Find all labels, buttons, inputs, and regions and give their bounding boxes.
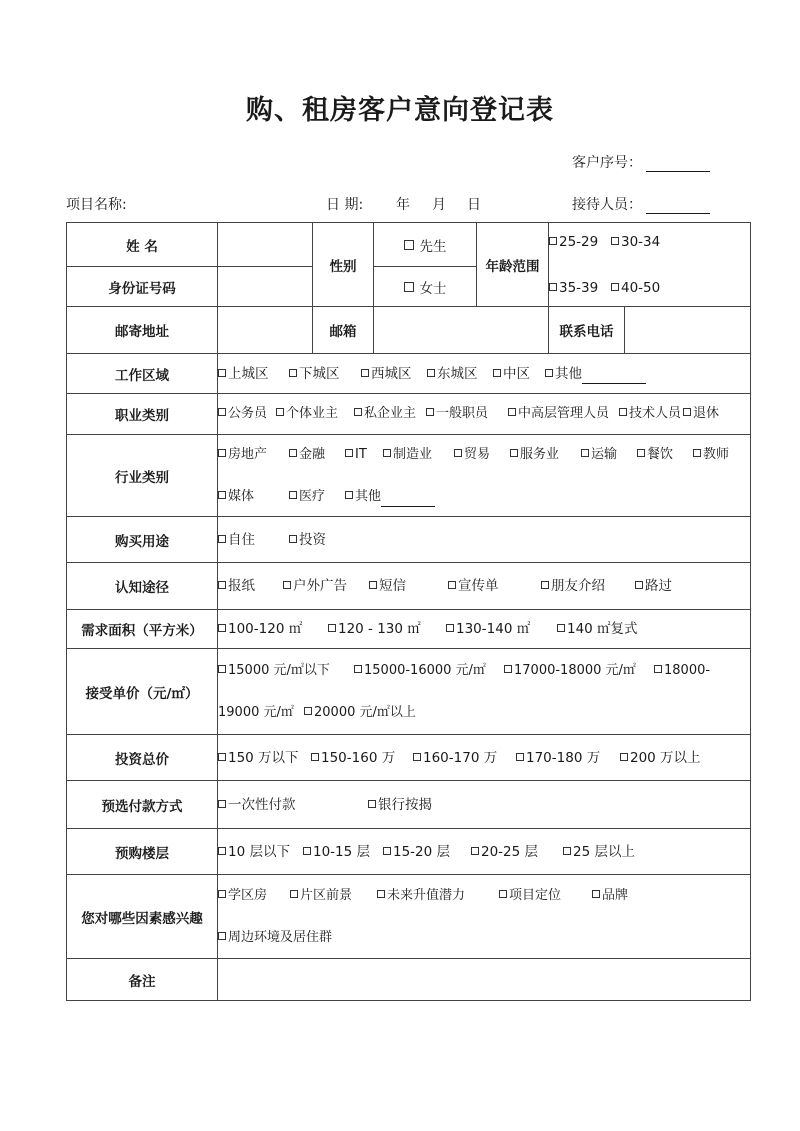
industry-option[interactable]: 制造业 (383, 445, 454, 465)
factor-option[interactable]: 学区房 (218, 886, 290, 906)
checkbox-icon[interactable] (454, 449, 462, 457)
payment-options (218, 781, 751, 829)
area-option[interactable]: 100-120 ㎡ (218, 619, 328, 639)
checkbox-icon[interactable] (541, 581, 549, 589)
checkbox-icon[interactable] (218, 408, 226, 416)
checkbox-icon[interactable] (218, 535, 226, 543)
address-label: 邮寄地址 (67, 307, 218, 354)
age-option[interactable]: 40-50 (611, 278, 660, 298)
unit-price-option[interactable]: 18000- (654, 661, 710, 681)
checkbox-icon[interactable] (218, 449, 226, 457)
checkbox-icon[interactable] (404, 240, 414, 250)
checkbox-icon[interactable] (471, 847, 479, 855)
receptionist-field[interactable] (646, 199, 710, 214)
work-area-option[interactable]: 其他 (545, 364, 646, 384)
checkbox-icon[interactable] (549, 237, 557, 245)
floor-option[interactable]: 10-15 层 (303, 842, 383, 862)
area-label: 需求面积（平方米） (67, 610, 218, 649)
customer-no-label: 客户序号： (572, 155, 642, 171)
industry-option[interactable]: IT (345, 445, 383, 465)
checkbox-icon[interactable] (289, 535, 297, 543)
checkbox-icon[interactable] (611, 283, 619, 291)
channel-label: 认知途径 (67, 563, 218, 610)
unit-price-label: 接受单价（元/㎡） (67, 649, 218, 735)
payment-label: 预选付款方式 (67, 781, 218, 829)
checkbox-icon[interactable] (493, 369, 501, 377)
area-option[interactable]: 140 ㎡复式 (557, 619, 638, 639)
checkbox-icon[interactable] (218, 847, 226, 855)
checkbox-icon[interactable] (693, 449, 701, 457)
checkbox-icon[interactable] (581, 449, 589, 457)
floor-option[interactable]: 25 层以上 (563, 842, 635, 862)
industry-option[interactable]: 房地产 (218, 445, 289, 465)
other-fill-line[interactable] (582, 369, 646, 384)
unit-price-options (218, 649, 751, 735)
channel-option[interactable]: 短信 (369, 576, 448, 596)
industry-option[interactable]: 贸易 (454, 445, 510, 465)
unit-price-option-cont: 19000 元/㎡ (218, 704, 294, 720)
industry-option[interactable]: 服务业 (510, 445, 581, 465)
checkbox-icon[interactable] (303, 847, 311, 855)
receptionist-label: 接待人员： (572, 197, 642, 213)
remarks-field[interactable] (218, 959, 751, 1001)
gender-female-option[interactable]: 女士 (374, 267, 477, 307)
occupation-option[interactable]: 一般职员 (426, 404, 508, 424)
checkbox-icon[interactable] (311, 753, 319, 761)
total-price-label: 投资总价 (67, 735, 218, 781)
work-area-option[interactable]: 中区 (493, 364, 545, 384)
date-month: 月 (432, 197, 446, 213)
industry-options (218, 435, 751, 517)
channel-options (218, 563, 751, 610)
industry-label: 行业类别 (67, 435, 218, 517)
industry-option[interactable]: 餐饮 (637, 445, 693, 465)
area-options (218, 610, 751, 649)
date-day: 日 (467, 197, 481, 213)
checkbox-icon[interactable] (446, 624, 454, 632)
floor-option[interactable]: 20-25 层 (471, 842, 563, 862)
occupation-label: 职业类别 (67, 394, 218, 435)
factor-option[interactable]: 项目定位 (499, 886, 592, 906)
checkbox-icon[interactable] (377, 890, 385, 898)
total-price-options (218, 735, 751, 781)
floor-option[interactable]: 15-20 层 (383, 842, 471, 862)
checkbox-icon[interactable] (611, 237, 619, 245)
unit-price-option[interactable]: 15000 元/㎡以下 (218, 661, 354, 681)
checkbox-icon[interactable] (683, 408, 691, 416)
checkbox-icon[interactable] (354, 408, 362, 416)
checkbox-icon[interactable] (283, 581, 291, 589)
area-option[interactable]: 120 - 130 ㎡ (328, 619, 446, 639)
gender-male-option[interactable]: 先生 (374, 223, 477, 267)
checkbox-icon[interactable] (304, 707, 312, 715)
id-number-label: 身份证号码 (67, 267, 218, 307)
checkbox-icon[interactable] (354, 665, 362, 673)
factor-option[interactable]: 品牌 (592, 886, 628, 906)
checkbox-icon[interactable] (654, 665, 662, 673)
checkbox-icon[interactable] (619, 408, 627, 416)
industry-option[interactable]: 其他 (345, 487, 435, 507)
channel-option[interactable]: 报纸 (218, 576, 283, 596)
postcode-label: 邮箱 (313, 307, 374, 354)
floor-option[interactable]: 10 层以下 (218, 842, 303, 862)
id-number-field[interactable] (218, 267, 313, 307)
occupation-option[interactable]: 私企业主 (354, 404, 426, 424)
floor-options (218, 829, 751, 875)
project-name-label: 项目名称: (66, 197, 127, 213)
checkbox-icon[interactable] (448, 581, 456, 589)
checkbox-icon[interactable] (413, 753, 421, 761)
occupation-option[interactable]: 退休 (683, 404, 719, 424)
checkbox-icon[interactable] (504, 665, 512, 673)
channel-option[interactable]: 宣传单 (448, 576, 541, 596)
age-option[interactable]: 35-39 (549, 278, 611, 298)
factor-option[interactable]: 周边环境及居住群 (218, 928, 332, 948)
checkbox-icon[interactable] (510, 449, 518, 457)
occupation-option[interactable]: 公务员 (218, 404, 276, 424)
age-option[interactable]: 30-34 (611, 232, 660, 252)
channel-option[interactable]: 路过 (635, 576, 672, 596)
checkbox-icon[interactable] (218, 753, 226, 761)
age-range-label: 年龄范围 (477, 223, 549, 307)
industry-option[interactable]: 教师 (693, 445, 729, 465)
checkbox-icon[interactable] (218, 624, 226, 632)
checkbox-icon[interactable] (549, 283, 557, 291)
purpose-option[interactable]: 投资 (289, 530, 326, 550)
gender-label: 性别 (313, 223, 374, 307)
age-range-options (549, 223, 751, 307)
checkbox-icon[interactable] (218, 491, 226, 499)
checkbox-icon[interactable] (218, 932, 226, 940)
checkbox-icon[interactable] (368, 800, 376, 808)
phone-label: 联系电话 (549, 307, 625, 354)
checkbox-icon[interactable] (361, 369, 369, 377)
address-field[interactable] (218, 307, 313, 354)
purpose-options (218, 517, 751, 563)
checkbox-icon[interactable] (499, 890, 507, 898)
occupation-option[interactable]: 技术人员 (619, 404, 683, 424)
unit-price-option[interactable]: 17000-18000 元/㎡ (504, 661, 654, 681)
checkbox-icon[interactable] (592, 890, 600, 898)
checkbox-icon[interactable] (218, 800, 226, 808)
phone-field[interactable] (625, 307, 751, 354)
industry-option[interactable]: 运输 (581, 445, 637, 465)
checkbox-icon[interactable] (635, 581, 643, 589)
factors-label: 您对哪些因素感兴趣 (67, 875, 218, 959)
checkbox-icon[interactable] (345, 491, 353, 499)
occupation-options (218, 394, 751, 435)
checkbox-icon[interactable] (218, 369, 226, 377)
industry-option[interactable]: 金融 (289, 445, 345, 465)
customer-no (572, 152, 710, 172)
checkbox-icon[interactable] (290, 890, 298, 898)
checkbox-icon[interactable] (276, 408, 284, 416)
floor-label: 预购楼层 (67, 829, 218, 875)
purpose-label: 购买用途 (67, 517, 218, 563)
checkbox-icon[interactable] (383, 847, 391, 855)
work-area-label: 工作区域 (67, 354, 218, 394)
occupation-option[interactable]: 中高层管理人员 (508, 404, 619, 424)
occupation-option[interactable]: 个体业主 (276, 404, 354, 424)
checkbox-icon[interactable] (289, 449, 297, 457)
unit-price-option[interactable]: 15000-16000 元/㎡ (354, 661, 504, 681)
checkbox-icon[interactable] (557, 624, 565, 632)
checkbox-icon[interactable] (516, 753, 524, 761)
industry-option[interactable]: 媒体 (218, 487, 289, 507)
checkbox-icon[interactable] (369, 581, 377, 589)
date-year: 年 (396, 197, 410, 213)
work-area-option[interactable]: 东城区 (427, 364, 493, 384)
area-option[interactable]: 130-140 ㎡ (446, 619, 557, 639)
checkbox-icon[interactable] (427, 369, 435, 377)
checkbox-icon[interactable] (218, 665, 226, 673)
name-label: 姓 名 (67, 223, 218, 267)
channel-option[interactable]: 朋友介绍 (541, 576, 635, 596)
checkbox-icon[interactable] (218, 581, 226, 589)
total-price-option[interactable]: 170-180 万 (516, 748, 620, 768)
factors-options (218, 875, 751, 959)
payment-option[interactable]: 银行按揭 (368, 795, 432, 815)
total-price-option[interactable]: 200 万以上 (620, 748, 701, 768)
checkbox-icon[interactable] (637, 449, 645, 457)
checkbox-icon[interactable] (563, 847, 571, 855)
checkbox-icon[interactable] (289, 491, 297, 499)
checkbox-icon[interactable] (345, 449, 353, 457)
name-field[interactable] (218, 223, 313, 267)
customer-no-field[interactable] (646, 157, 710, 172)
checkbox-icon[interactable] (404, 282, 414, 292)
remarks-label: 备注 (67, 959, 218, 1001)
checkbox-icon[interactable] (426, 408, 434, 416)
postcode-field[interactable] (374, 307, 549, 354)
checkbox-icon[interactable] (218, 890, 226, 898)
form-title: 购、租房客户意向登记表 (246, 95, 554, 126)
checkbox-icon[interactable] (620, 753, 628, 761)
purpose-option[interactable]: 自住 (218, 530, 289, 550)
payment-option[interactable]: 一次性付款 (218, 795, 368, 815)
checkbox-icon[interactable] (545, 369, 553, 377)
checkbox-icon[interactable] (508, 408, 516, 416)
receptionist (572, 194, 710, 214)
factor-option[interactable]: 片区前景 (290, 886, 377, 906)
unit-price-option[interactable]: 20000 元/㎡以上 (304, 703, 416, 723)
work-area-option[interactable]: 上城区 (218, 364, 289, 384)
date-label: 日 期: (326, 197, 364, 213)
industry-option[interactable]: 医疗 (289, 487, 345, 507)
other-fill-line[interactable] (381, 492, 435, 507)
factor-option[interactable]: 未来升值潜力 (377, 886, 499, 906)
work-area-options (218, 354, 751, 394)
total-price-option[interactable]: 160-170 万 (413, 748, 516, 768)
registration-form (66, 222, 751, 1001)
work-area-option[interactable]: 西城区 (361, 364, 427, 384)
total-price-option[interactable]: 150-160 万 (311, 748, 413, 768)
channel-option[interactable]: 户外广告 (283, 576, 369, 596)
checkbox-icon[interactable] (289, 369, 297, 377)
checkbox-icon[interactable] (383, 449, 391, 457)
checkbox-icon[interactable] (328, 624, 336, 632)
work-area-option[interactable]: 下城区 (289, 364, 361, 384)
age-option[interactable]: 25-29 (549, 232, 611, 252)
total-price-option[interactable]: 150 万以下 (218, 748, 311, 768)
